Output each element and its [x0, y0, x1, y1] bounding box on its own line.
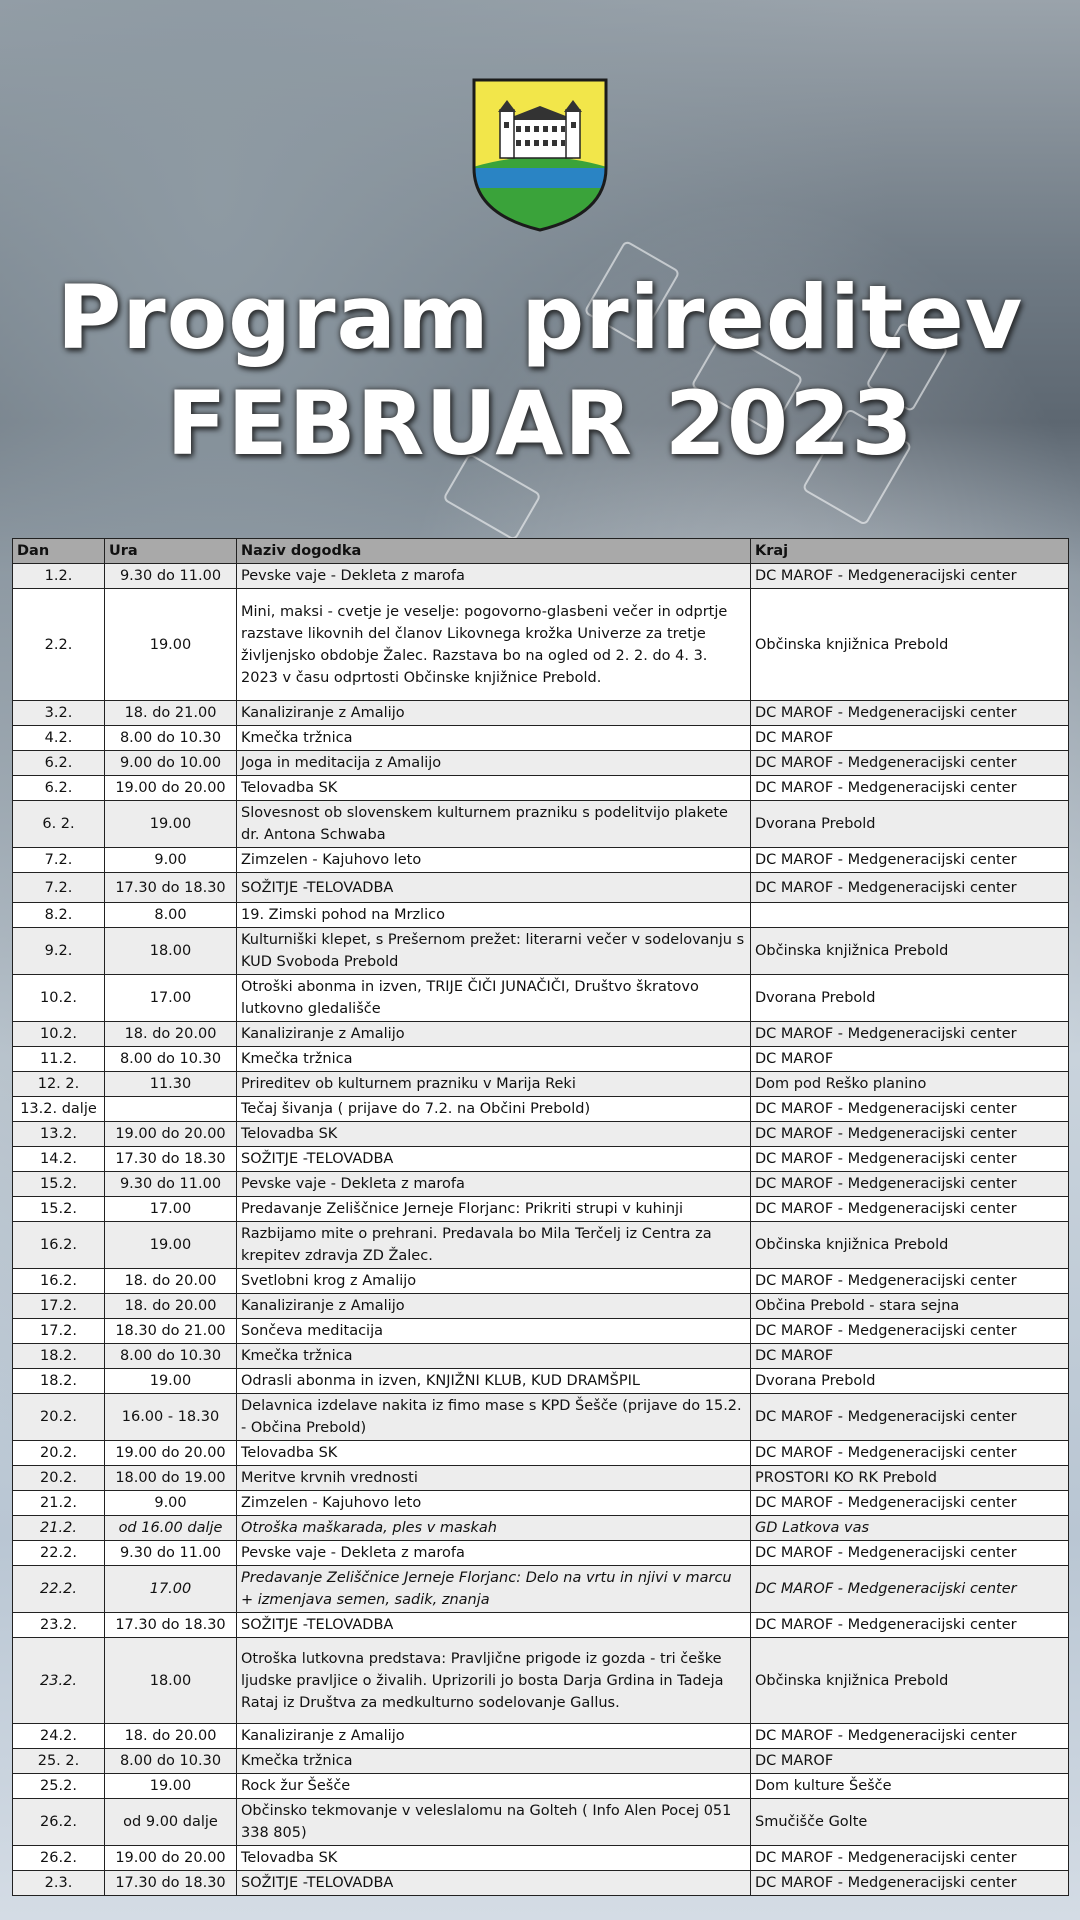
cell-kraj: DC MAROF: [751, 1047, 1069, 1072]
cell-naziv: Kmečka tržnica: [237, 1344, 751, 1369]
table-row: [13, 751, 1069, 776]
cell-ura: 18.00: [105, 1638, 237, 1724]
cell-kraj: DC MAROF - Medgeneracijski center: [751, 1724, 1069, 1749]
cell-dan: 6.2.: [13, 776, 105, 801]
cell-dan: 26.2.: [13, 1799, 105, 1846]
cell-kraj: DC MAROF: [751, 1749, 1069, 1774]
cell-kraj: Občinska knjižnica Prebold: [751, 1222, 1069, 1269]
table-row: [13, 1072, 1069, 1097]
table-row: [13, 701, 1069, 726]
cell-kraj: DC MAROF: [751, 726, 1069, 751]
cell-ura: od 9.00 dalje: [105, 1799, 237, 1846]
table-row: [13, 873, 1069, 903]
cell-kraj: Dvorana Prebold: [751, 1369, 1069, 1394]
cell-kraj: DC MAROF - Medgeneracijski center: [751, 1871, 1069, 1896]
cell-naziv: Otroška maškarada, ples v maskah: [237, 1516, 751, 1541]
cell-ura: 17.00: [105, 1566, 237, 1613]
table-row: [13, 1871, 1069, 1896]
cell-dan: 26.2.: [13, 1846, 105, 1871]
cell-dan: 21.2.: [13, 1516, 105, 1541]
table-row: [13, 1197, 1069, 1222]
cell-ura: 9.30 do 11.00: [105, 1172, 237, 1197]
cell-dan: 6.2.: [13, 751, 105, 776]
cell-dan: 2.3.: [13, 1871, 105, 1896]
cell-kraj: DC MAROF - Medgeneracijski center: [751, 1566, 1069, 1613]
cell-kraj: Dom pod Reško planino: [751, 1072, 1069, 1097]
cell-ura: 18. do 21.00: [105, 701, 237, 726]
cell-naziv: Meritve krvnih vrednosti: [237, 1466, 751, 1491]
cell-kraj: DC MAROF - Medgeneracijski center: [751, 701, 1069, 726]
table-header-row: [13, 539, 1069, 564]
cell-ura: [105, 1097, 237, 1122]
cell-kraj: DC MAROF - Medgeneracijski center: [751, 776, 1069, 801]
cell-ura: 17.00: [105, 975, 237, 1022]
table-row: [13, 1799, 1069, 1846]
table-row: [13, 1724, 1069, 1749]
cell-ura: 17.30 do 18.30: [105, 1871, 237, 1896]
cell-naziv: Kanaliziranje z Amalijo: [237, 1724, 751, 1749]
cell-dan: 1.2.: [13, 564, 105, 589]
cell-dan: 25.2.: [13, 1774, 105, 1799]
cell-naziv: Kmečka tržnica: [237, 1749, 751, 1774]
table-row: [13, 1846, 1069, 1871]
table-row: [13, 564, 1069, 589]
cell-dan: 4.2.: [13, 726, 105, 751]
cell-kraj: DC MAROF - Medgeneracijski center: [751, 1613, 1069, 1638]
table-row: [13, 903, 1069, 928]
cell-naziv: Slovesnost ob slovenskem kulturnem prazniku s podelitvijo plakete dr. Antona Schwaba: [237, 801, 751, 848]
events-table: [12, 538, 1069, 1896]
cell-kraj: DC MAROF - Medgeneracijski center: [751, 751, 1069, 776]
cell-kraj: DC MAROF - Medgeneracijski center: [751, 1122, 1069, 1147]
cell-dan: 8.2.: [13, 903, 105, 928]
cell-dan: 18.2.: [13, 1369, 105, 1394]
table-row: [13, 928, 1069, 975]
cell-dan: 3.2.: [13, 701, 105, 726]
cell-ura: 8.00 do 10.30: [105, 726, 237, 751]
cell-kraj: GD Latkova vas: [751, 1516, 1069, 1541]
cell-naziv: Kanaliziranje z Amalijo: [237, 701, 751, 726]
table-row: [13, 975, 1069, 1022]
cell-dan: 10.2.: [13, 1022, 105, 1047]
cell-kraj: Dvorana Prebold: [751, 801, 1069, 848]
table-row: [13, 1022, 1069, 1047]
column-header-ura: Ura: [105, 539, 237, 564]
cell-naziv: Tečaj šivanja ( prijave do 7.2. na Občini Prebold): [237, 1097, 751, 1122]
events-table-body: [13, 564, 1069, 1896]
table-row: [13, 1269, 1069, 1294]
cell-kraj: DC MAROF - Medgeneracijski center: [751, 1541, 1069, 1566]
cell-ura: 18.00 do 19.00: [105, 1466, 237, 1491]
cell-dan: 18.2.: [13, 1344, 105, 1369]
cell-kraj: DC MAROF - Medgeneracijski center: [751, 1269, 1069, 1294]
cell-dan: 16.2.: [13, 1269, 105, 1294]
table-row: [13, 1613, 1069, 1638]
cell-kraj: DC MAROF - Medgeneracijski center: [751, 1491, 1069, 1516]
cell-ura: od 16.00 dalje: [105, 1516, 237, 1541]
column-header-dan: Dan: [13, 539, 105, 564]
table-row: [13, 1441, 1069, 1466]
table-row: [13, 1749, 1069, 1774]
cell-naziv: SOŽITJE -TELOVADBA: [237, 873, 751, 903]
cell-kraj: Občinska knjižnica Prebold: [751, 928, 1069, 975]
cell-ura: 19.00: [105, 1774, 237, 1799]
cell-naziv: Mini, maksi - cvetje je veselje: pogovorno-glasbeni večer in odprtje razstave likovnih del članov Likovnega krožka Univerze za tretje življenjsko obdobje Žalec. Razstava bo na ogled od 2. 2. do 4. 3. 2023 v času odprtosti Občinske knjižnice Prebold.: [237, 589, 751, 701]
cell-ura: 17.00: [105, 1197, 237, 1222]
cell-dan: 10.2.: [13, 975, 105, 1022]
cell-naziv: Zimzelen - Kajuhovo leto: [237, 1491, 751, 1516]
cell-naziv: Predavanje Zeliščnice Jerneje Florjanc: Delo na vrtu in njivi v marcu + izmenjava semen, sadik, znanja: [237, 1566, 751, 1613]
cell-dan: 20.2.: [13, 1466, 105, 1491]
cell-kraj: DC MAROF - Medgeneracijski center: [751, 1394, 1069, 1441]
table-row: [13, 1047, 1069, 1072]
cell-ura: 19.00: [105, 1369, 237, 1394]
page-subtitle: FEBRUAR 2023: [166, 372, 914, 475]
cell-naziv: Odrasli abonma in izven, KNJIŽNI KLUB, KUD DRAMŠPIL: [237, 1369, 751, 1394]
table-row: [13, 1122, 1069, 1147]
cell-naziv: Kulturniški klepet, s Prešernom prežet: literarni večer v sodelovanju s KUD Svoboda Prebold: [237, 928, 751, 975]
cell-naziv: Svetlobni krog z Amalijo: [237, 1269, 751, 1294]
cell-kraj: DC MAROF - Medgeneracijski center: [751, 848, 1069, 873]
cell-dan: 22.2.: [13, 1566, 105, 1613]
table-row: [13, 1344, 1069, 1369]
cell-ura: 18. do 20.00: [105, 1269, 237, 1294]
cell-ura: 8.00 do 10.30: [105, 1047, 237, 1072]
cell-dan: 20.2.: [13, 1441, 105, 1466]
cell-naziv: Razbijamo mite o prehrani. Predavala bo Mila Terčelj iz Centra za krepitev zdravja ZD Žalec.: [237, 1222, 751, 1269]
cell-naziv: Telovadba SK: [237, 776, 751, 801]
cell-kraj: DC MAROF - Medgeneracijski center: [751, 873, 1069, 903]
cell-dan: 13.2. dalje: [13, 1097, 105, 1122]
table-row: [13, 1516, 1069, 1541]
table-row: [13, 1097, 1069, 1122]
cell-dan: 14.2.: [13, 1147, 105, 1172]
cell-ura: 17.30 do 18.30: [105, 873, 237, 903]
cell-kraj: Občinska knjižnica Prebold: [751, 589, 1069, 701]
cell-kraj: DC MAROF - Medgeneracijski center: [751, 1147, 1069, 1172]
cell-naziv: Kmečka tržnica: [237, 726, 751, 751]
cell-kraj: Smučišče Golte: [751, 1799, 1069, 1846]
table-row: [13, 1222, 1069, 1269]
cell-naziv: Otroška lutkovna predstava: Pravljične prigode iz gozda - tri češke ljudske pravljice o živalih. Uprizorili jo bosta Darja Grdina in Tadeja Rataj iz Društva za medkulturno sodelovanje Gallus.: [237, 1638, 751, 1724]
cell-ura: 19.00: [105, 589, 237, 701]
table-row: [13, 1491, 1069, 1516]
cell-kraj: DC MAROF - Medgeneracijski center: [751, 564, 1069, 589]
cell-naziv: SOŽITJE -TELOVADBA: [237, 1613, 751, 1638]
cell-dan: 23.2.: [13, 1613, 105, 1638]
cell-ura: 18. do 20.00: [105, 1724, 237, 1749]
table-row: [13, 1774, 1069, 1799]
cell-dan: 25. 2.: [13, 1749, 105, 1774]
cell-ura: 19.00 do 20.00: [105, 776, 237, 801]
coat-of-arms-icon: [470, 76, 610, 234]
cell-naziv: Delavnica izdelave nakita iz fimo mase s KPD Šešče (prijave do 15.2. - Občina Prebold): [237, 1394, 751, 1441]
cell-dan: 6. 2.: [13, 801, 105, 848]
cell-kraj: DC MAROF - Medgeneracijski center: [751, 1197, 1069, 1222]
table-row: [13, 1147, 1069, 1172]
cell-dan: 23.2.: [13, 1638, 105, 1724]
table-row: [13, 1172, 1069, 1197]
cell-naziv: Telovadba SK: [237, 1441, 751, 1466]
cell-dan: 15.2.: [13, 1172, 105, 1197]
cell-ura: 19.00: [105, 801, 237, 848]
cell-ura: 19.00 do 20.00: [105, 1846, 237, 1871]
column-header-kraj: Kraj: [751, 539, 1069, 564]
cell-ura: 9.30 do 11.00: [105, 1541, 237, 1566]
cell-naziv: Pevske vaje - Dekleta z marofa: [237, 1541, 751, 1566]
cell-dan: 17.2.: [13, 1294, 105, 1319]
cell-dan: 20.2.: [13, 1394, 105, 1441]
table-row: [13, 1294, 1069, 1319]
cell-dan: 15.2.: [13, 1197, 105, 1222]
table-row: [13, 726, 1069, 751]
cell-dan: 16.2.: [13, 1222, 105, 1269]
cell-dan: 13.2.: [13, 1122, 105, 1147]
cell-ura: 8.00 do 10.30: [105, 1749, 237, 1774]
cell-dan: 21.2.: [13, 1491, 105, 1516]
cell-naziv: SOŽITJE -TELOVADBA: [237, 1147, 751, 1172]
cell-naziv: SOŽITJE -TELOVADBA: [237, 1871, 751, 1896]
cell-dan: 2.2.: [13, 589, 105, 701]
cell-ura: 19.00 do 20.00: [105, 1441, 237, 1466]
cell-naziv: 19. Zimski pohod na Mrzlico: [237, 903, 751, 928]
cell-ura: 9.00: [105, 1491, 237, 1516]
cell-naziv: Otroški abonma in izven, TRIJE ČIČI JUNAČIČI, Društvo škratovo lutkovno gledališče: [237, 975, 751, 1022]
cell-dan: 9.2.: [13, 928, 105, 975]
cell-kraj: DC MAROF - Medgeneracijski center: [751, 1172, 1069, 1197]
cell-ura: 8.00: [105, 903, 237, 928]
cell-kraj: Občina Prebold - stara sejna: [751, 1294, 1069, 1319]
cell-naziv: Pevske vaje - Dekleta z marofa: [237, 564, 751, 589]
cell-dan: 24.2.: [13, 1724, 105, 1749]
table-row: [13, 1394, 1069, 1441]
cell-kraj: DC MAROF - Medgeneracijski center: [751, 1846, 1069, 1871]
table-row: [13, 589, 1069, 701]
cell-naziv: Telovadba SK: [237, 1846, 751, 1871]
cell-kraj: Dom kulture Šešče: [751, 1774, 1069, 1799]
table-row: [13, 1319, 1069, 1344]
cell-ura: 9.30 do 11.00: [105, 564, 237, 589]
table-row: [13, 1369, 1069, 1394]
cell-naziv: Kanaliziranje z Amalijo: [237, 1022, 751, 1047]
cell-ura: 18.30 do 21.00: [105, 1319, 237, 1344]
cell-dan: 11.2.: [13, 1047, 105, 1072]
cell-kraj: DC MAROF - Medgeneracijski center: [751, 1441, 1069, 1466]
cell-ura: 18. do 20.00: [105, 1294, 237, 1319]
cell-naziv: Joga in meditacija z Amalijo: [237, 751, 751, 776]
table-row: [13, 848, 1069, 873]
cell-naziv: Kmečka tržnica: [237, 1047, 751, 1072]
cell-ura: 17.30 do 18.30: [105, 1613, 237, 1638]
cell-naziv: Občinsko tekmovanje v veleslalomu na Golteh ( Info Alen Pocej 051 338 805): [237, 1799, 751, 1846]
cell-ura: 8.00 do 10.30: [105, 1344, 237, 1369]
table-row: [13, 1566, 1069, 1613]
table-row: [13, 1541, 1069, 1566]
table-row: [13, 1638, 1069, 1724]
cell-dan: 22.2.: [13, 1541, 105, 1566]
cell-naziv: Predavanje Zeliščnice Jerneje Florjanc: Prikriti strupi v kuhinji: [237, 1197, 751, 1222]
table-row: [13, 801, 1069, 848]
cell-naziv: Sončeva meditacija: [237, 1319, 751, 1344]
cell-dan: 17.2.: [13, 1319, 105, 1344]
cell-naziv: Pevske vaje - Dekleta z marofa: [237, 1172, 751, 1197]
table-row: [13, 776, 1069, 801]
cell-kraj: DC MAROF - Medgeneracijski center: [751, 1022, 1069, 1047]
cell-ura: 18.00: [105, 928, 237, 975]
cell-kraj: [751, 903, 1069, 928]
cell-naziv: Prireditev ob kulturnem prazniku v Marija Reki: [237, 1072, 751, 1097]
cell-dan: 7.2.: [13, 848, 105, 873]
cell-naziv: Kanaliziranje z Amalijo: [237, 1294, 751, 1319]
cell-kraj: DC MAROF - Medgeneracijski center: [751, 1319, 1069, 1344]
cell-kraj: PROSTORI KO RK Prebold: [751, 1466, 1069, 1491]
cell-ura: 18. do 20.00: [105, 1022, 237, 1047]
cell-kraj: Dvorana Prebold: [751, 975, 1069, 1022]
cell-ura: 19.00 do 20.00: [105, 1122, 237, 1147]
cell-kraj: DC MAROF: [751, 1344, 1069, 1369]
cell-ura: 19.00: [105, 1222, 237, 1269]
cell-dan: 12. 2.: [13, 1072, 105, 1097]
cell-kraj: DC MAROF - Medgeneracijski center: [751, 1097, 1069, 1122]
table-row: [13, 1466, 1069, 1491]
cell-naziv: Rock žur Šešče: [237, 1774, 751, 1799]
cell-kraj: Občinska knjižnica Prebold: [751, 1638, 1069, 1724]
cell-ura: 9.00 do 10.00: [105, 751, 237, 776]
cell-naziv: Telovadba SK: [237, 1122, 751, 1147]
page-title: Program prireditev: [56, 266, 1024, 369]
cell-ura: 16.00 - 18.30: [105, 1394, 237, 1441]
cell-dan: 7.2.: [13, 873, 105, 903]
cell-ura: 11.30: [105, 1072, 237, 1097]
cell-ura: 17.30 do 18.30: [105, 1147, 237, 1172]
cell-ura: 9.00: [105, 848, 237, 873]
cell-naziv: Zimzelen - Kajuhovo leto: [237, 848, 751, 873]
column-header-naziv: Naziv dogodka: [237, 539, 751, 564]
